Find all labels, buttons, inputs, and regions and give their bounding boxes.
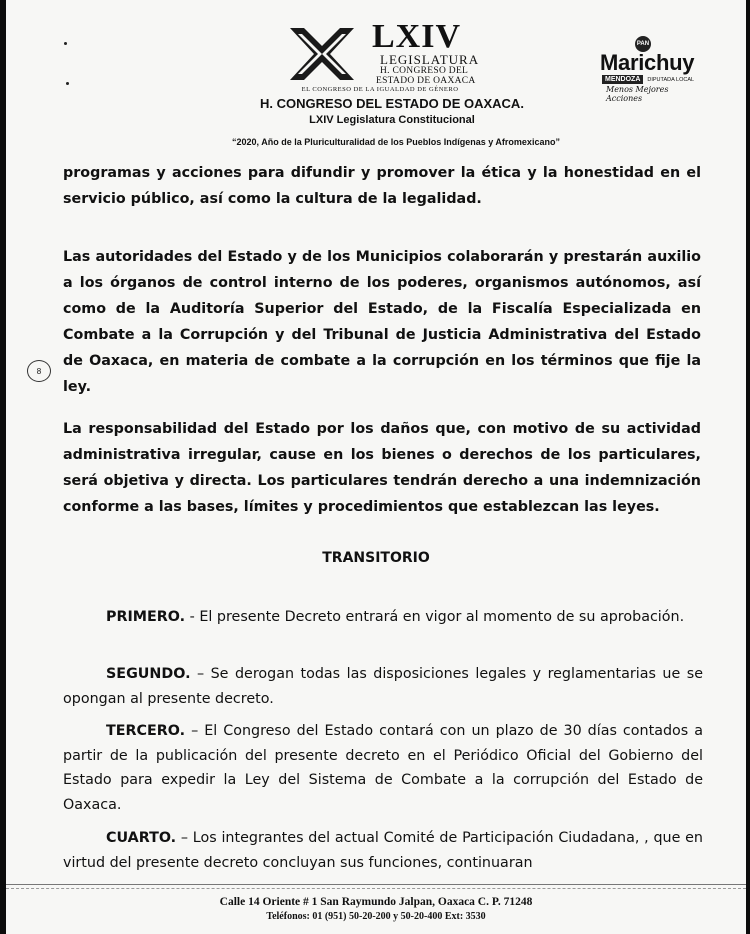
footer-divider	[6, 884, 746, 885]
footer-phones: Teléfonos: 01 (951) 50-20-200 y 50-20-400 Ext: 3530	[266, 911, 486, 922]
article-text: - El presente Decreto entrará en vigor al momento de su aprobación.	[185, 609, 685, 625]
scan-speck	[66, 82, 69, 85]
margin-page-number: 8	[27, 360, 51, 382]
article-primero	[63, 605, 703, 630]
article-label: CUARTO.	[106, 830, 177, 846]
transitorio-heading: TRANSITORIO	[322, 550, 430, 566]
article-label: TERCERO.	[106, 723, 186, 739]
deputy-band	[602, 75, 700, 84]
congress-motto: EL CONGRESO DE LA IGUALDAD DE GÉNERO	[301, 86, 459, 93]
document-page	[6, 0, 746, 934]
legislature-word: LEGISLATURA	[380, 52, 480, 67]
legislature-roman: LXIV	[372, 18, 462, 55]
party-badge-icon: PAN	[635, 36, 651, 52]
article-segundo	[63, 662, 703, 711]
year-motto: “2020, Año de la Pluriculturalidad de los Pueblos Indígenas y Afromexicano”	[232, 137, 560, 147]
article-text: – Se derogan todas las disposiciones legales y reglamentarias ue se opongan al presente decreto.	[63, 666, 703, 707]
deputy-name: Marichuy	[600, 50, 695, 75]
footer-address: Calle 14 Oriente # 1 San Raymundo Jalpan, Oaxaca C. P. 71248	[219, 896, 533, 908]
article-text: – El Congreso del Estado contará con un plazo de 30 días contados a partir de la publicación del presente decreto en el Periódico Oficial del Gobierno del Estado para expedir la Ley del Sistema de Combate a la corrupción del Estado de Oaxaca.	[63, 723, 703, 813]
article-label: SEGUNDO.	[106, 666, 191, 682]
deputy-logo	[594, 36, 706, 103]
congress-emblem-icon	[284, 24, 360, 84]
article-label: PRIMERO.	[106, 609, 186, 625]
paragraph-3: La responsabilidad del Estado por los daños que, con motivo de su actividad administrativa irregular, cause en los bienes o derechos de los particulares, será objetiva y directa. Los particulares tendrán derecho a una indemnización conforme a las bases, límites y procedimientos que establezcan las leyes.	[63, 421, 701, 515]
footer-divider	[6, 888, 746, 889]
congress-line-2: ESTADO DE OAXACA	[376, 76, 476, 86]
paragraph-2: Las autoridades del Estado y de los Municipios colaborarán y prestarán auxilio a los órganos de control interno de los poderes, organismos autónomos, así como de la Auditoría Superior del Estado, de la Fiscalía Especializada en Combate a la Corrupción y del Tribunal de Justicia Administrativa del Estado de Oaxaca, en materia de combate a la corrupción en los términos que fije la ley.	[63, 249, 701, 395]
congress-logo	[284, 20, 484, 100]
deputy-role: DIPUTADA LOCAL	[647, 76, 695, 83]
organization-title: H. CONGRESO DEL ESTADO DE OAXACA.	[260, 96, 524, 111]
deputy-slogan: Menos Mejores Acciones	[606, 85, 669, 103]
congress-line-1: H. CONGRESO DEL	[380, 66, 469, 76]
legislature-subtitle: LXIV Legislatura Constitucional	[309, 114, 475, 126]
deputy-surname: MENDOZA	[602, 75, 643, 84]
paragraph-1: programas y acciones para difundir y promover la ética y la honestidad en el servicio público, así como la cultura de la legalidad.	[63, 165, 701, 207]
article-text: – Los integrantes del actual Comité de Participación Ciudadana, , que en virtud del presente decreto concluyan sus funciones, continuaran	[63, 830, 703, 871]
article-cuarto	[63, 826, 703, 875]
article-tercero	[63, 719, 703, 817]
scan-speck	[64, 42, 67, 45]
